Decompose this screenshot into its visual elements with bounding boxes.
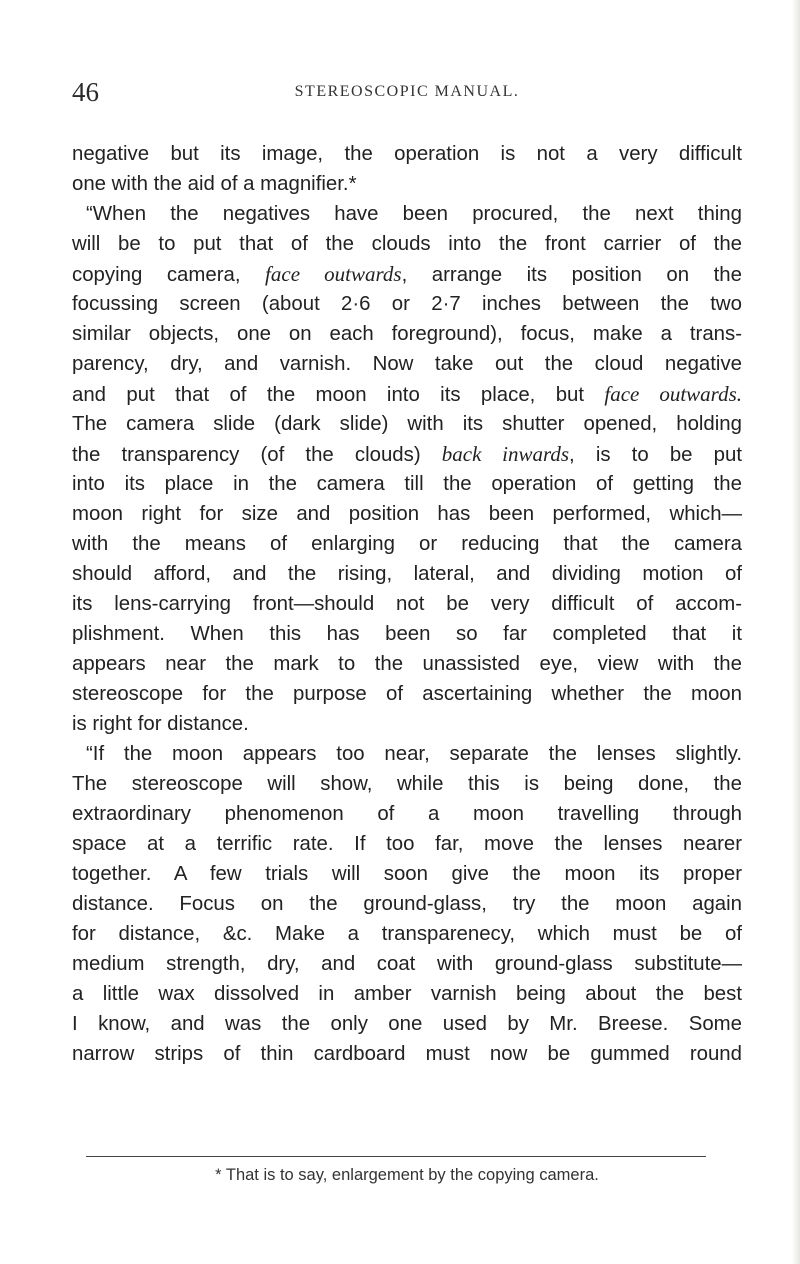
text-line: should afford, and the rising, lateral, and dividing motion of <box>72 563 742 585</box>
text-line: narrow strips of thin cardboard must now be gummed round <box>72 1043 742 1065</box>
text-line: I know, and was the only one used by Mr. Breese. Some <box>72 1013 742 1035</box>
text-line: a little wax dissolved in amber varnish being about the best <box>72 983 742 1005</box>
text-line: moon right for size and position has been performed, which— <box>72 503 742 525</box>
text-line: for distance, &c. Make a transparenecy, which must be of <box>72 923 742 945</box>
text-run: copying camera, <box>72 264 266 286</box>
text-line: negative but its image, the operation is not a very difficult <box>72 143 742 165</box>
text-line: extraordinary phenomenon of a moon travelling through <box>72 803 742 825</box>
italic-text: back inwards <box>441 442 570 466</box>
text-line: plishment. When this has been so far completed that it <box>72 623 742 645</box>
italic-text: face outwards <box>265 262 402 286</box>
page-number: 46 <box>72 77 99 107</box>
italic-text: face outwards. <box>604 382 742 406</box>
text-line: “When the negatives have been procured, the next thing <box>86 203 742 225</box>
text-run: the transparency (of the clouds) <box>72 444 442 466</box>
text-line: parency, dry, and varnish. Now take out the cloud negative <box>72 353 742 375</box>
text-run: and put that of the moon into its place, but <box>72 384 605 406</box>
text-line: together. A few trials will soon give the moon its proper <box>72 863 742 885</box>
text-line <box>72 439 742 469</box>
text-line: with the means of enlarging or reducing that the camera <box>72 533 742 555</box>
footnote: * That is to say, enlargement by the copying camera. <box>215 1166 599 1184</box>
footnote-rule <box>86 1156 706 1157</box>
text-line: will be to put that of the clouds into the front carrier of the <box>72 233 742 255</box>
text-line: similar objects, one on each foreground), focus, make a trans- <box>72 323 742 345</box>
page-edge-shadow <box>792 0 800 1264</box>
text-line: The camera slide (dark slide) with its shutter opened, holding <box>72 413 742 435</box>
text-line <box>72 259 742 289</box>
page-header <box>72 72 742 112</box>
text-run: , is to be put <box>569 444 742 466</box>
text-line: space at a terrific rate. If too far, move the lenses nearer <box>72 833 742 855</box>
body-text <box>72 139 742 1069</box>
text-run: , arrange its position on the <box>401 264 742 286</box>
text-line: its lens-carrying front—should not be very difficult of accom- <box>72 593 742 615</box>
running-head: STEREOSCOPIC MANUAL. <box>294 83 520 100</box>
text-line: is right for distance. <box>72 713 249 735</box>
text-line: one with the aid of a magnifier.* <box>72 173 357 195</box>
text-line: into its place in the camera till the operation of getting the <box>72 473 742 495</box>
text-line: distance. Focus on the ground-glass, try the moon again <box>72 893 742 915</box>
text-line: “If the moon appears too near, separate the lenses slightly. <box>86 743 742 765</box>
text-line: stereoscope for the purpose of ascertaining whether the moon <box>72 683 742 705</box>
text-line: medium strength, dry, and coat with ground-glass substitute— <box>72 953 742 975</box>
text-line: The stereoscope will show, while this is being done, the <box>72 773 742 795</box>
text-line: focussing screen (about 2·6 or 2·7 inches between the two <box>72 293 742 315</box>
text-line: appears near the mark to the unassisted eye, view with the <box>72 653 742 675</box>
text-line <box>72 379 742 409</box>
